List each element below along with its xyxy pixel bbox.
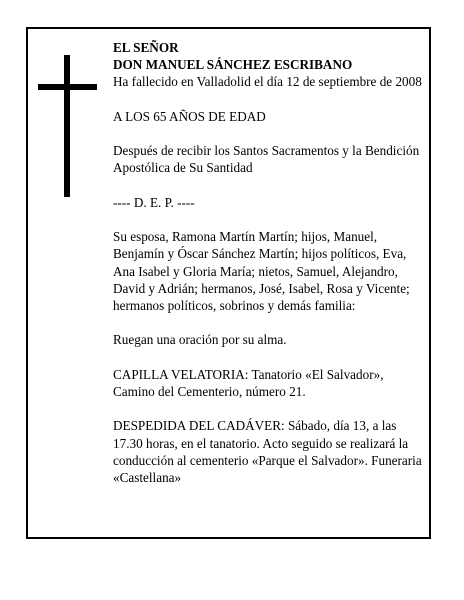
rip-line: ---- D. E. P. ---- bbox=[113, 194, 195, 210]
prayer-request: Ruegan una oración por su alma. bbox=[113, 332, 287, 348]
deceased-name: DON MANUEL SÁNCHEZ ESCRIBANO bbox=[113, 57, 353, 73]
obituary-text-block bbox=[113, 39, 425, 503]
family-list: Su esposa, Ramona Martín Martín; hijos, Manuel, Benjamín y Óscar Sánchez Martín; hijos políticos, Eva, Ana Isabel y Gloria María; nietos, Samuel, Alejandro, David y Adrián; hermanos, José, Isabel, Rosa y Vicente; hermanos políticos, sobrinos y demás familia: bbox=[113, 229, 410, 313]
title-line: EL SEÑOR bbox=[113, 40, 179, 55]
latin-cross-icon bbox=[64, 55, 70, 197]
chapel-info: CAPILLA VELATORIA: Tanatorio «El Salvador», Camino del Cementerio, número 21. bbox=[113, 366, 384, 399]
death-announcement: Ha fallecido en Valladolid el día 12 de septiembre de 2008 bbox=[113, 74, 422, 90]
age-line: A LOS 65 AÑOS DE EDAD bbox=[113, 108, 266, 124]
sacraments-line: Después de recibir los Santos Sacramentos y la Bendición Apostólica de Su Santidad bbox=[113, 143, 420, 176]
latin-cross-icon-crossbar bbox=[38, 84, 97, 90]
deceased-heading bbox=[113, 39, 425, 73]
farewell-info: DESPEDIDA DEL CADÁVER: Sábado, día 13, a las 17.30 horas, en el tanatorio. Acto seguido se realizará la conducción al cementerio «Parque el Salvador». Funeraria «Castellana» bbox=[113, 418, 422, 485]
